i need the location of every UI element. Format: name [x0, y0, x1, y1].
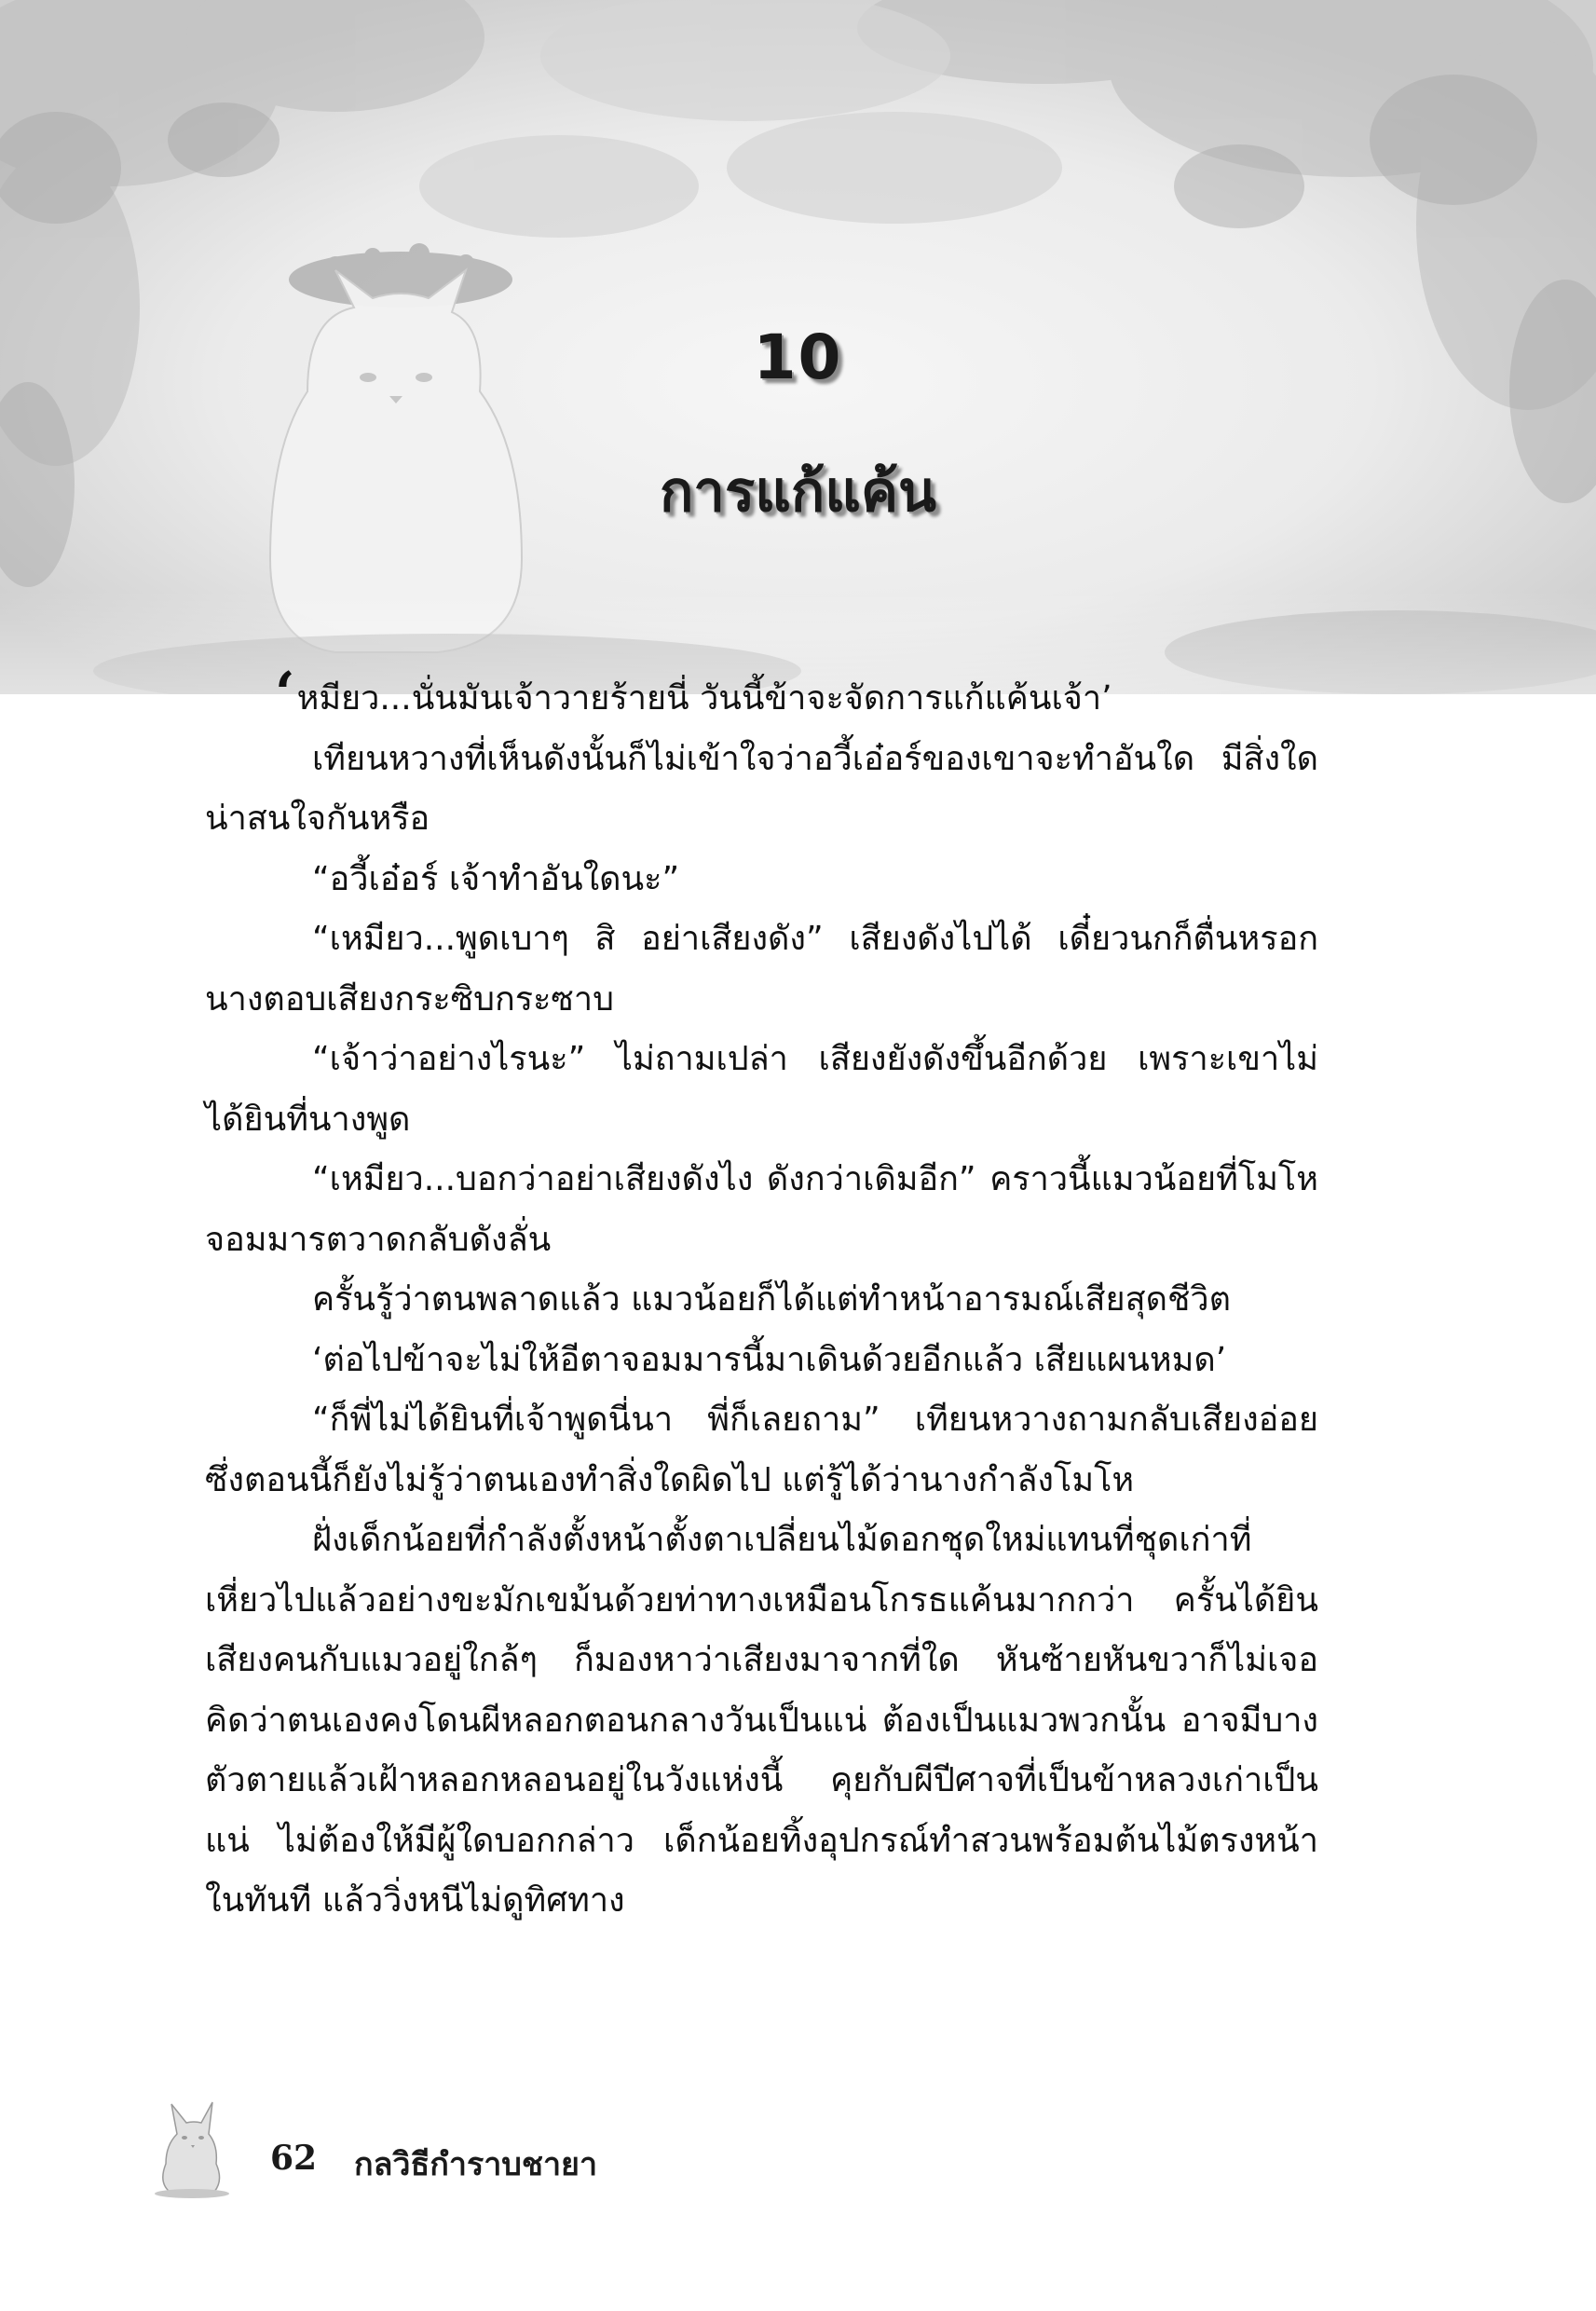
paragraph-9: “ก็พี่ไม่ได้ยินที่เจ้าพูดนี่นา พี่ก็เลยถาม” เทียนหวางถามกลับเสียงอ่อย ซึ่งตอนนี้ก็ยังไม่รู้ว่าตนเองทำสิ่งใดผิดไป แต่รู้ได้ว่านางกำลังโมโห	[205, 1401, 1318, 1499]
paragraph-1-text: หมียว...นั่นมันเจ้าวายร้ายนี่ วันนี้ข้าจะจัดการแก้แค้นเจ้า’	[296, 679, 1112, 718]
opening-quote-mark: ‘	[275, 659, 295, 727]
paragraph-8: ‘ต่อไปข้าจะไม่ให้อีตาจอมมารนี้มาเดินด้วยอีกแล้ว เสียแผนหมด’	[312, 1340, 1227, 1379]
cat-icon	[149, 2097, 233, 2199]
paragraph-4: “เหมียว...พูดเบาๆ สิ อย่าเสียงดัง” เสียงดังไปได้ เดี๋ยวนกก็ตื่นหรอก นางตอบเสียงกระซิบกระซาบ	[205, 920, 1318, 1019]
book-title: กลวิธีกำราบชายา	[354, 2146, 598, 2183]
chapter-body	[205, 659, 1318, 1932]
chapter-title: การแก้แค้น	[659, 459, 937, 525]
paragraph-2: เทียนหวางที่เห็นดังนั้นก็ไม่เข้าใจว่าอวี้เอ๋อร์ของเขาจะทำอันใด มีสิ่งใดน่าสนใจกันหรือ	[205, 739, 1318, 838]
paragraph-3: “อวี้เอ๋อร์ เจ้าทำอันใดนะ”	[312, 859, 680, 898]
page-footer	[0, 2097, 1596, 2311]
paragraph-6: “เหมียว...บอกว่าอย่าเสียงดังไง ดังกว่าเดิมอีก” คราวนี้แมวน้อยที่โมโหจอมมารตวาดกลับดังลั่น	[205, 1160, 1318, 1259]
paragraph-5: “เจ้าว่าอย่างไรนะ” ไม่ถามเปล่า เสียงยังดังขึ้นอีกด้วย เพราะเขาไม่ได้ยินที่นางพูด	[205, 1040, 1318, 1139]
chapter-number: 10	[753, 321, 843, 393]
paragraph-7: ครั้นรู้ว่าตนพลาดแล้ว แมวน้อยก็ได้แต่ทำหน้าอารมณ์เสียสุดชีวิต	[312, 1280, 1231, 1319]
paragraph-1	[205, 659, 1318, 730]
page-number: 62	[270, 2139, 318, 2178]
paragraph-10: ฝั่งเด็กน้อยที่กำลังตั้งหน้าตั้งตาเปลี่ยนไม้ดอกชุดใหม่แทนที่ชุดเก่าที่เหี่ยวไปแล้วอย่างขะมักเขม้นด้วยท่าทางเหมือนโกรธแค้นมากกว่า ครั้นได้ยินเสียงคนกับแมวอยู่ใกล้ๆ ก็มองหาว่าเสียงมาจากที่ใด หันซ้ายหันขวาก็ไม่เจอ คิดว่าตนเองคงโดนผีหลอกตอนกลางวันเป็นแน่ ต้องเป็นแมวพวกนั้น อาจมีบางตัวตายแล้วเฝ้าหลอกหลอนอยู่ในวังแห่งนี้ คุยกับผีปีศาจที่เป็นข้าหลวงเก่าเป็นแน่ ไม่ต้องให้มีผู้ใดบอกกล่าว เด็กน้อยทิ้งอุปกรณ์ทำสวนพร้อมต้นไม้ตรงหน้าในทันที แล้ววิ่งหนีไม่ดูทิศทาง	[205, 1521, 1318, 1920]
